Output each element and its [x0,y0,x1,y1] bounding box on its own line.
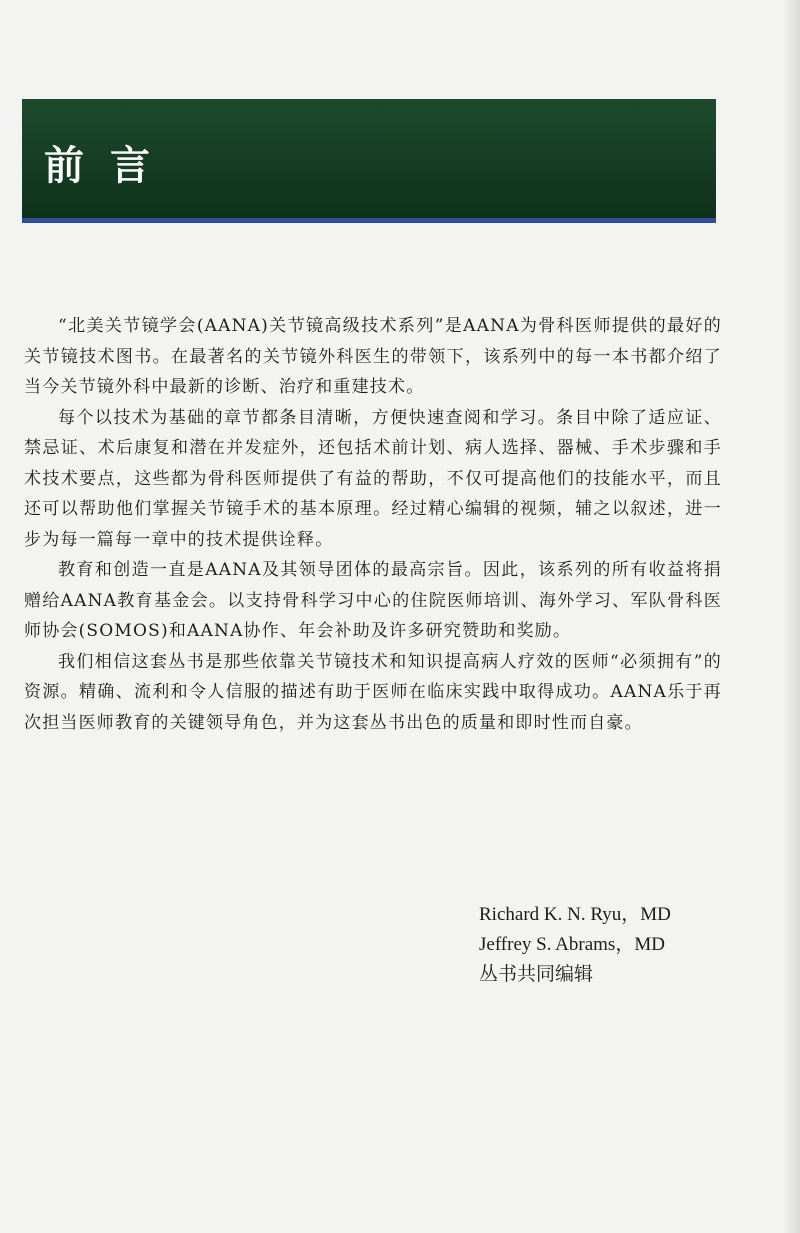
preface-body [24,311,722,738]
page-title: 前言 [44,143,176,189]
signature-block [479,900,671,990]
paragraph-1: “北美关节镜学会(AANA)关节镜高级技术系列”是AANA为骨科医师提供的最好的关节镜技术图书。在最著名的关节镜外科医生的带领下，该系列中的每一本书都介绍了当今关节镜外科中最新的诊断、治疗和重建技术。 [24,316,722,397]
paragraph-3: 教育和创造一直是AANA及其领导团体的最高宗旨。因此，该系列的所有收益将捐赠给AANA教育基金会。以支持骨科学习中心的住院医师培训、海外学习、军队骨科医师协会(SOMOS)和AANA协作、年会补助及许多研究赞助和奖励。 [24,560,722,641]
paragraph-4: 我们相信这套丛书是那些依靠关节镜技术和知识提高病人疗效的医师“必须拥有”的资源。精确、流利和令人信服的描述有助于医师在临床实践中取得成功。AANA乐于再次担当医师教育的关键领导角色，并为这套丛书出色的质量和即时性而自豪。 [24,651,722,733]
paragraph-2: 每个以技术为基础的章节都条目清晰，方便快速查阅和学习。条目中除了适应证、禁忌证、术后康复和潜在并发症外，还包括术前计划、病人选择、器械、手术步骤和手术技术要点，这些都为骨科医师提供了有益的帮助，不仅可提高他们的技能水平，而且还可以帮助他们掌握关节镜手术的基本原理。经过精心编辑的视频，辅之以叙述，进一步为每一篇每一章中的技术提供诠释。 [24,407,722,550]
page-edge-shadow [782,0,800,1233]
editor-name-1: Richard K. N. Ryu，MD [479,904,671,925]
editor-name-2: Jeffrey S. Abrams，MD [479,934,665,955]
editor-role: 丛书共同编辑 [479,964,594,985]
